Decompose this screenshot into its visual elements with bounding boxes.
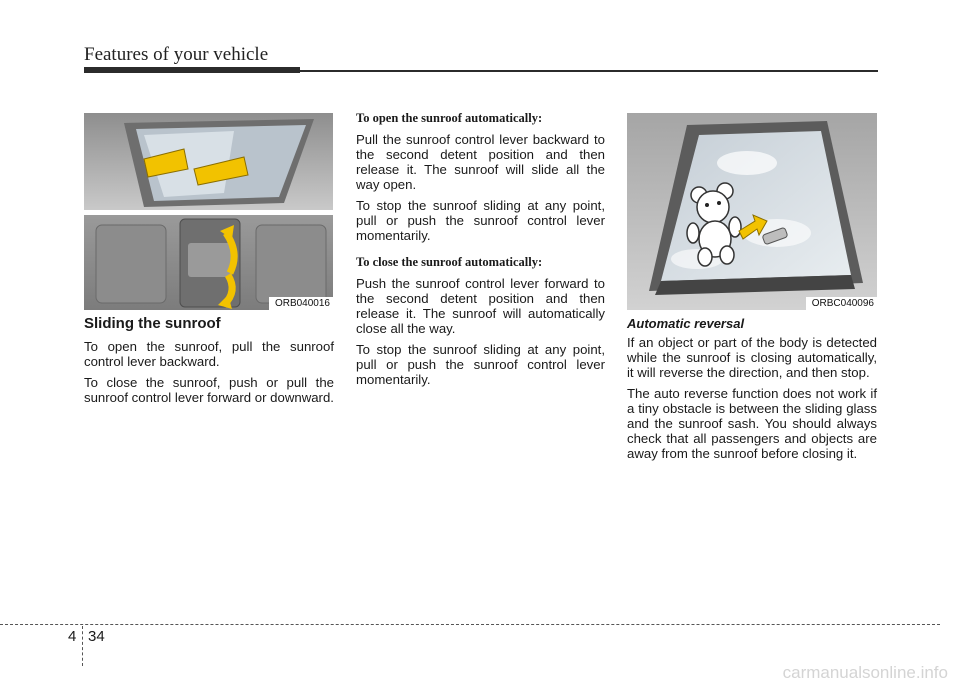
footer-page-number: 34 — [88, 628, 105, 645]
paragraph-open: To open the sunroof, pull the sunroof control lever backward. — [84, 339, 334, 369]
paragraph-auto-reverse-limit: The auto reverse function does not work if a tiny obstacle is between the sliding glass and the sunroof sash. You should always check that all passengers and objects are away from the sunroof before closing it. — [627, 386, 877, 461]
paragraph-stop-close: To stop the sunroof sliding at any point, pull or push the sunroof control lever momentarily. — [356, 342, 605, 387]
heading-close-automatic: To close the sunroof automatically: — [356, 255, 543, 269]
footer-divider — [82, 626, 83, 666]
figure-label-right: ORBC040096 — [806, 297, 877, 310]
paragraph-stop-open: To stop the sunroof sliding at any point, pull or push the sunroof control lever momentarily. — [356, 198, 605, 243]
figure-automatic-reversal — [627, 113, 877, 310]
heading-sliding-sunroof: Sliding the sunroof — [84, 315, 221, 332]
paragraph-close-automatic: Push the sunroof control lever forward to the second detent position and then release it. The sunroof will automatically close all the way. — [356, 276, 605, 336]
figure-sunroof-lever — [84, 113, 333, 310]
automatic-reversal-illustration — [627, 113, 877, 310]
paragraph-open-automatic: Pull the sunroof control lever backward to the second detent position and then release it. The sunroof will slide all the way open. — [356, 132, 605, 192]
figure-label-left: ORB040016 — [269, 297, 333, 310]
heading-open-automatic: To open the sunroof automatically: — [356, 111, 543, 125]
sunroof-lever-illustration — [84, 113, 333, 310]
column-automatic-reversal — [627, 316, 877, 467]
column-sliding-sunroof — [84, 316, 334, 411]
heading-automatic-reversal: Automatic reversal — [627, 316, 745, 331]
page-header-title: Features of your vehicle — [84, 44, 269, 65]
footer-rule — [0, 624, 940, 625]
header-rule-thin — [300, 70, 878, 72]
footer-chapter-number: 4 — [68, 628, 77, 645]
paragraph-close: To close the sunroof, push or pull the sunroof control lever forward or downward. — [84, 375, 334, 405]
header-rule-thick — [84, 67, 300, 73]
paragraph-reversal: If an object or part of the body is detected while the sunroof is closing automatically, it will reverse the direction, and then stop. — [627, 335, 877, 380]
column-automatic — [356, 111, 605, 393]
watermark: carmanualsonline.info — [782, 663, 948, 682]
